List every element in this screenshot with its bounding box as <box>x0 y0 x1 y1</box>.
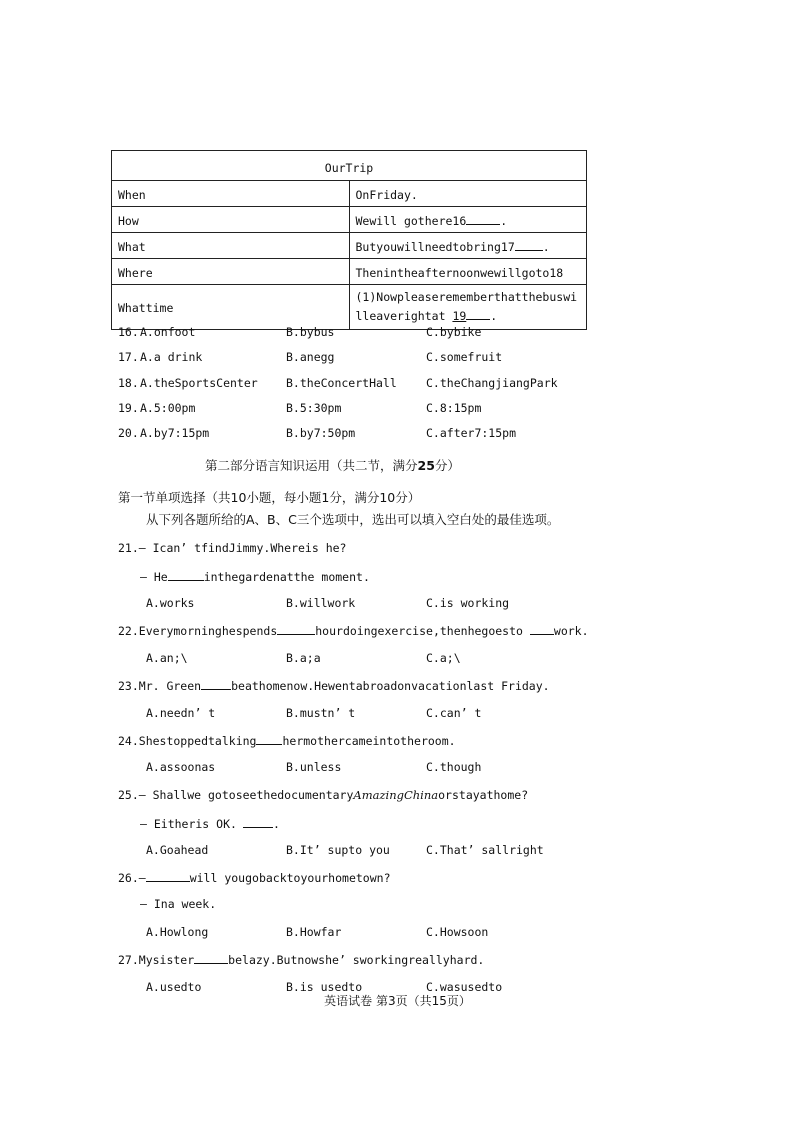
stem-start: 22.Everymorninghespends <box>118 624 278 638</box>
row-value: Wewill gothere16 <box>355 214 467 228</box>
row-value: Thenintheafternoonwewillgoto18 <box>349 259 587 285</box>
option-b: B.5:30pm <box>286 401 342 415</box>
question-number: 16. <box>118 325 139 339</box>
option-b: B.willwork <box>286 596 356 610</box>
trip-table <box>111 150 587 330</box>
option-c: C.a;\ <box>426 651 461 665</box>
stem-start: 25.— Shallwe gotoseethedocumentary <box>118 788 354 802</box>
option-a: A.a drink <box>140 350 203 364</box>
table-row <box>112 181 587 207</box>
option-a: A.theSportsCenter <box>140 376 258 390</box>
reply-start: — Eitheris OK. <box>140 817 237 831</box>
question-25 <box>118 788 528 802</box>
answer-blank <box>243 816 273 828</box>
question-24 <box>118 733 456 748</box>
option-b: B.anegg <box>286 350 335 364</box>
question-number: 20. <box>118 426 139 440</box>
table-row <box>112 259 587 285</box>
answer-blank <box>146 870 190 882</box>
stem-start: 26.— <box>118 871 146 885</box>
answer-blank <box>466 213 500 225</box>
row-value-cell <box>349 285 587 330</box>
option-c: C.is working <box>426 596 510 610</box>
option-b: B.It’ supto you <box>286 843 390 857</box>
stem-end: beathomenow.Hewentabroadonvacationlast Friday. <box>231 679 550 693</box>
option-b: B.theConcertHall <box>286 376 397 390</box>
documentary-title: AmazingChina <box>353 788 439 802</box>
answer-blank <box>194 952 228 964</box>
option-a: A.needn’ t <box>146 706 216 720</box>
stem-end: hermothercameintotheroom. <box>282 734 456 748</box>
option-c: C.wasusedto <box>426 980 503 994</box>
question-number: 19. <box>118 401 139 415</box>
row-label: Where <box>112 259 350 285</box>
question-22 <box>118 623 589 638</box>
option-c: C.bybike <box>426 325 482 339</box>
question-number: 18. <box>118 376 139 390</box>
section1-heading: 第一节单项选择（共10小题，每小题1分，满分10分） <box>118 490 421 505</box>
row-label: When <box>112 181 350 207</box>
reply-start: — He <box>140 570 168 584</box>
option-c: C.somefruit <box>426 350 503 364</box>
answer-blank <box>530 623 554 635</box>
option-a: A.Howlong <box>146 925 209 939</box>
question-21: 21.— Ican’ tfindJimmy.Whereis he? <box>118 541 347 555</box>
option-a: A.Goahead <box>146 843 209 857</box>
row-value-number: 19 <box>452 309 467 323</box>
option-a: A.5:00pm <box>140 401 196 415</box>
row-value-cell <box>349 207 587 233</box>
row-value-cell <box>349 233 587 259</box>
row-value-end: . <box>500 214 508 228</box>
row-value-end: . <box>542 240 550 254</box>
question-21-reply <box>140 569 370 584</box>
stem-end: will yougobacktoyourhometown? <box>189 871 391 885</box>
part2-heading-text: 第二部分语言知识运用（共二节，满分 <box>205 458 418 473</box>
table-row <box>112 207 587 233</box>
option-a: A.by7:15pm <box>140 426 210 440</box>
option-a: A.assoonas <box>146 760 216 774</box>
option-b: B.unless <box>286 760 342 774</box>
answer-blank <box>201 678 231 690</box>
option-c: C.after7:15pm <box>426 426 517 440</box>
row-value-end: . <box>490 309 498 323</box>
row-label: Whattime <box>112 285 350 330</box>
row-value: OnFriday. <box>349 181 587 207</box>
stem-end: orstayathome? <box>438 788 529 802</box>
option-a: A.usedto <box>146 980 202 994</box>
question-26-reply: — Ina week. <box>140 897 217 911</box>
question-23 <box>118 678 550 693</box>
question-25-reply <box>140 816 280 831</box>
table-row <box>112 285 587 330</box>
question-26 <box>118 870 391 885</box>
option-a: A.an;\ <box>146 651 188 665</box>
answer-blank <box>277 623 315 635</box>
section1-instruction: 从下列各题所给的A、B、C三个选项中，选出可以填入空白处的最佳选项。 <box>146 512 560 527</box>
row-label: How <box>112 207 350 233</box>
option-c: C.theChangjiangPark <box>426 376 558 390</box>
option-b: B.Howfar <box>286 925 342 939</box>
option-a: A.works <box>146 596 195 610</box>
table-title: OurTrip <box>112 151 587 181</box>
part2-score: 25 <box>417 458 435 473</box>
option-b: B.bybus <box>286 325 335 339</box>
answer-blank <box>515 239 543 251</box>
table-title-row <box>112 151 587 181</box>
option-b: B.mustn’ t <box>286 706 356 720</box>
option-c: C.can’ t <box>426 706 482 720</box>
table-row <box>112 233 587 259</box>
option-c: C.Howsoon <box>426 925 489 939</box>
answer-blank <box>466 308 490 320</box>
stem-middle: hourdoingexercise,thenhegoesto <box>315 624 530 638</box>
row-value: Butyouwillneedtobring17 <box>355 240 515 254</box>
stem-start: 27.Mysister <box>118 953 195 967</box>
question-27 <box>118 952 484 967</box>
page-footer: 英语试卷 第3页（共15页） <box>324 994 471 1008</box>
answer-blank <box>256 733 282 745</box>
option-b: B.is usedto <box>286 980 363 994</box>
option-b: B.by7:50pm <box>286 426 356 440</box>
reply-end: inthegardenatthe moment. <box>203 570 370 584</box>
option-c: C.That’ sallright <box>426 843 544 857</box>
row-value: (1)Nowpleaserememberthatthebuswilleaverightat <box>355 290 578 323</box>
option-a: A.onfoot <box>140 325 196 339</box>
option-b: B.a;a <box>286 651 321 665</box>
option-c: C.8:15pm <box>426 401 482 415</box>
stem-end: belazy.Butnowshe’ sworkingreallyhard. <box>228 953 485 967</box>
part2-heading <box>205 456 460 474</box>
reply-end: . <box>272 817 280 831</box>
answer-blank <box>168 569 204 581</box>
part2-heading-end: 分） <box>434 458 460 473</box>
row-label: What <box>112 233 350 259</box>
stem-start: 23.Mr. Green <box>118 679 202 693</box>
question-number: 17. <box>118 350 139 364</box>
option-c: C.though <box>426 760 482 774</box>
stem-start: 24.Shestoppedtalking <box>118 734 257 748</box>
stem-end: work. <box>553 624 589 638</box>
